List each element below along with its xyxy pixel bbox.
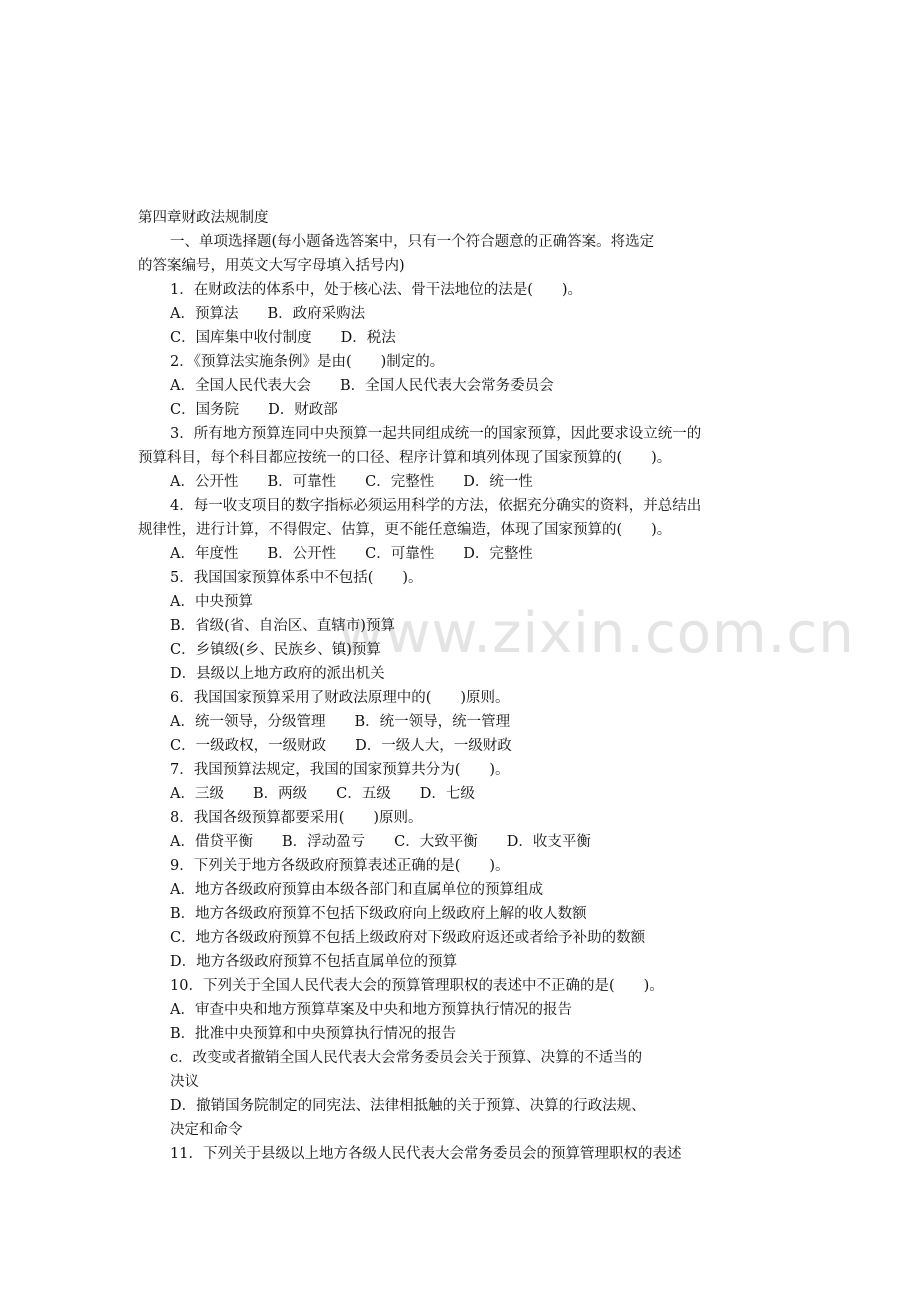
- options-7: A．三级 B．两级 C．五级 D．七级: [170, 786, 475, 802]
- question-2: 2．《预算法实施条例》是由( )制定的。: [170, 354, 445, 370]
- option-9c: C．地方各级政府预算不包括上级政府对下级政府返还或者给予补助的数额: [170, 930, 646, 946]
- options-1a: A．预算法 B．政府采购法: [170, 306, 366, 322]
- option-10b: B．批准中央预算和中央预算执行情况的报告: [170, 1026, 457, 1042]
- option-10d: D．撤销国务院制定的同宪法、法律相抵触的关于预算、决算的行政法规、: [170, 1098, 646, 1114]
- question-6: 6．我国国家预算采用了财政法原理中的( )原则。: [170, 690, 510, 706]
- options-3: A．公开性 B．可靠性 C．完整性 D．统一性: [170, 474, 533, 490]
- option-10c-cont: 决议: [170, 1074, 199, 1090]
- question-11: 11．下列关于县级以上地方各级人民代表大会常务委员会的预算管理职权的表述: [170, 1146, 682, 1162]
- question-7: 7．我国预算法规定，我国的国家预算共分为( )。: [170, 762, 510, 778]
- question-5: 5．我国国家预算体系中不包括( )。: [170, 570, 423, 586]
- question-3: 3．所有地方预算连同中央预算一起共同组成统一的国家预算，因此要求设立统一的: [170, 426, 702, 442]
- option-9d: D．地方各级政府预算不包括直属单位的预算: [170, 954, 458, 970]
- options-6a: A．统一领导，分级管理 B．统一领导，统一管理: [170, 714, 511, 730]
- option-10c: c．改变或者撤销全国人民代表大会常务委员会关于预算、决算的不适当的: [170, 1050, 643, 1066]
- question-8: 8．我国各级预算都要采用( )原则。: [170, 810, 423, 826]
- option-9a: A．地方各级政府预算由本级各部门和直属单位的预算组成: [170, 882, 543, 898]
- options-1b: C．国库集中收付制度 D．税法: [170, 330, 396, 346]
- section-heading-cont: 的答案编号，用英文大写字母填入括号内): [138, 258, 405, 274]
- watermark: www.zixin.com.cn: [338, 601, 855, 666]
- option-5b: B．省级(省、自治区、直辖市)预算: [170, 618, 395, 634]
- option-5c: C．乡镇级(乡、民族乡、镇)预算: [170, 642, 381, 658]
- options-2b: C．国务院 D．财政部: [170, 402, 338, 418]
- option-5d: D．县级以上地方政府的派出机关: [170, 666, 385, 682]
- question-10: 10．下列关于全国人民代表大会的预算管理职权的表述中不正确的是( )。: [170, 978, 664, 994]
- section-heading: 一、单项选择题(每小题备选答案中，只有一个符合题意的正确答案。将选定: [170, 234, 655, 250]
- question-4-cont: 规律性，进行计算，不得假定、估算，更不能任意编造，体现了国家预算的( )。: [138, 522, 672, 538]
- options-8: A．借贷平衡 B．浮动盈亏 C．大致平衡 D．收支平衡: [170, 834, 591, 850]
- question-1: 1．在财政法的体系中，处于核心法、骨干法地位的法是( )。: [170, 282, 583, 298]
- options-4: A．年度性 B．公开性 C．可靠性 D．完整性: [170, 546, 533, 562]
- option-10a: A．审查中央和地方预算草案及中央和地方预算执行情况的报告: [170, 1002, 572, 1018]
- option-5a: A．中央预算: [170, 594, 253, 610]
- question-3-cont: 预算科目，每个科目都应按统一的口径、程序计算和填列体现了国家预算的( )。: [138, 450, 672, 466]
- options-6b: C．一级政权，一级财政 D．一级人大，一级财政: [170, 738, 512, 754]
- question-9: 9．下列关于地方各级政府预算表述正确的是( )。: [170, 858, 510, 874]
- options-2a: A．全国人民代表大会 B．全国人民代表大会常务委员会: [170, 378, 554, 394]
- option-10d-cont: 决定和命令: [170, 1122, 243, 1138]
- chapter-title: 第四章财政法规制度: [138, 210, 269, 226]
- option-9b: B．地方各级政府预算不包括下级政府向上级政府上解的收人数额: [170, 906, 587, 922]
- question-4: 4．每一收支项目的数字指标必须运用科学的方法，依据充分确实的资料，并总结出: [170, 498, 702, 514]
